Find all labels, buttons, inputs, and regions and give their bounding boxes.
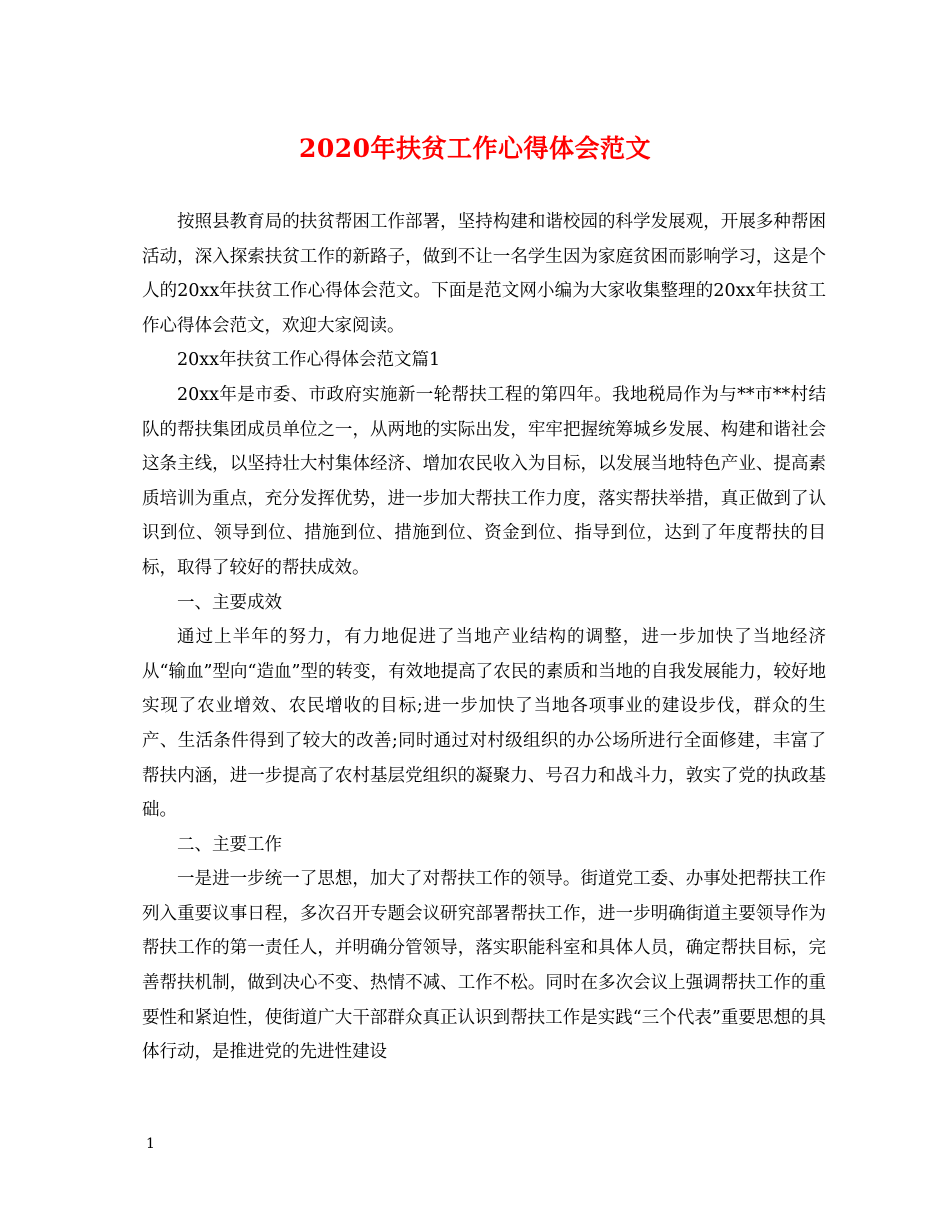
section-heading-main-work: 二、主要工作	[177, 834, 282, 855]
document-title: 2020年扶贫工作心得体会范文	[298, 134, 652, 163]
paragraph-intro: 按照县教育局的扶贫帮困工作部署，坚持构建和谐校园的科学发展观，开展多种帮困活动，深入探索扶贫工作的新路子，做到不让一名学生因为家庭贫困而影响学习，这是个人的20xx年扶贫工作心得体会范文。下面是范文网小编为大家收集整理的20xx年扶贫工作心得体会范文，欢迎大家阅读。	[142, 212, 826, 336]
paragraph-overview: 20xx年是市委、市政府实施新一轮帮扶工程的第四年。我地税局作为与**市**村结队的帮扶集团成员单位之一，从两地的实际出发，牢牢把握统筹城乡发展、构建和谐社会这条主线，以坚持壮大村集体经济、增加农民收入为目标，以发展当地特色产业、提高素质培训为重点，充分发挥优势，进一步加大帮扶工作力度，落实帮扶举措，真正做到了认识到位、领导到位、措施到位、措施到位、资金到位、指导到位，达到了年度帮扶的目标，取得了较好的帮扶成效。	[142, 384, 826, 578]
section-heading-main-results: 一、主要成效	[177, 592, 282, 613]
section-heading-article-1: 20xx年扶贫工作心得体会范文篇1	[177, 350, 441, 371]
document-body	[142, 205, 826, 1070]
page-number: 1	[146, 1136, 155, 1152]
paragraph-main-results: 通过上半年的努力，有力地促进了当地产业结构的调整，进一步加快了当地经济从“输血”型向“造血”型的转变，有效地提高了农民的素质和当地的自我发展能力，较好地实现了农业增效、农民增收的目标;进一步加快了当地各项事业的建设步伐，群众的生产、生活条件得到了较大的改善;同时通过对村级组织的办公场所进行全面修建，丰富了帮扶内涵，进一步提高了农村基层党组织的凝聚力、号召力和战斗力，敦实了党的执政基础。	[142, 627, 826, 821]
paragraph-main-work: 一是进一步统一了思想，加大了对帮扶工作的领导。街道党工委、办事处把帮扶工作列入重要议事日程，多次召开专题会议研究部署帮扶工作，进一步明确街道主要领导作为帮扶工作的第一责任人，并明确分管领导，落实职能科室和具体人员，确定帮扶目标，完善帮扶机制，做到决心不变、热情不减、工作不松。同时在多次会议上强调帮扶工作的重要性和紧迫性，使街道广大干部群众真正认识到帮扶工作是实践“三个代表”重要思想的具体行动，是推进党的先进性建设	[142, 869, 826, 1063]
